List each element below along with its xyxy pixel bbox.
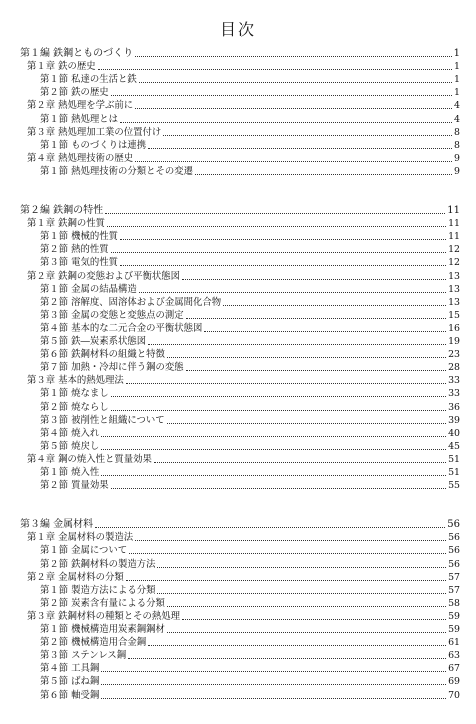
toc-section-entry xyxy=(40,255,460,268)
toc-entry-label: 第５節 ばね鋼 xyxy=(40,676,100,688)
toc-entry-page-number: 4 xyxy=(454,113,460,125)
toc-entry-page-number: 57 xyxy=(448,584,460,596)
toc-entry-label: 第４節 工具鋼 xyxy=(40,663,100,675)
dot-leader xyxy=(101,435,446,437)
toc-entry-page-number: 9 xyxy=(454,165,460,177)
dot-leader xyxy=(111,395,446,397)
toc-section-entry xyxy=(40,557,460,570)
toc-entry-label: 第５節 焼戻し xyxy=(40,440,100,452)
dot-leader xyxy=(223,304,446,306)
toc-section-entry xyxy=(40,688,460,701)
toc-entry-label: 第６節 鉄鋼材料の組織と特徴 xyxy=(40,349,165,361)
toc-entry-page-number: 61 xyxy=(448,637,460,649)
toc-entry-label: 第４章 熱処理技術の歴史 xyxy=(27,152,134,164)
toc-section-entry xyxy=(40,661,460,674)
toc-entry-page-number: 1 xyxy=(454,74,460,86)
toc-chapter-entry xyxy=(27,151,460,164)
toc-entry-page-number: 70 xyxy=(448,689,460,701)
toc-entry-label: 第７節 加熱・冷却に伴う鋼の変態 xyxy=(40,362,184,374)
toc-entry-page-number: 4 xyxy=(454,100,460,112)
toc-section-entry xyxy=(40,583,460,596)
toc-entry-label: 第１節 焼入性 xyxy=(40,467,100,478)
toc-entry-label: 第３章 熱処理加工業の位置付け xyxy=(27,126,162,138)
toc-entry-label: 第３節 被削性と組織について xyxy=(40,414,165,426)
toc-entry-page-number: 9 xyxy=(454,152,460,164)
toc-entry-page-number: 12 xyxy=(448,244,460,256)
dot-leader xyxy=(105,212,445,214)
toc-entry-page-number: 63 xyxy=(448,650,460,662)
dot-leader xyxy=(101,670,446,672)
dot-leader xyxy=(111,94,452,96)
toc-entry-label: 第４節 焼入れ xyxy=(40,427,100,439)
dot-leader xyxy=(157,566,446,568)
toc-entry-page-number: 45 xyxy=(448,440,460,452)
toc-entry-label: 第１節 金属について xyxy=(40,545,128,557)
dot-leader xyxy=(126,579,446,581)
toc-section-entry xyxy=(40,360,460,373)
toc-entry-page-number: 56 xyxy=(448,532,460,544)
toc-entry-page-number: 36 xyxy=(448,401,460,413)
toc-entry-label: 第３編 金属材料 xyxy=(20,519,94,531)
toc-entry-page-number: 13 xyxy=(448,270,460,282)
dot-leader xyxy=(154,461,446,463)
toc-entry-label: 第２章 金属材料の分類 xyxy=(27,571,124,583)
toc-section-entry xyxy=(40,674,460,687)
toc-entry-page-number: 57 xyxy=(448,571,460,583)
dot-leader xyxy=(129,552,446,554)
toc-section-entry xyxy=(40,321,460,334)
toc-entry-page-number: 19 xyxy=(448,336,460,347)
toc-entry-page-number: 51 xyxy=(448,467,460,478)
toc-entry-label: 第２節 質量効果 xyxy=(40,480,109,492)
toc-entry-label: 第３節 金属の変態と変態点の測定 xyxy=(40,309,184,321)
toc-entry-label: 第２節 焼ならし xyxy=(40,401,109,413)
dot-leader xyxy=(167,422,446,424)
toc-section-entry xyxy=(40,635,460,648)
toc-section-entry xyxy=(40,242,460,255)
toc-chapter-entry xyxy=(27,125,460,138)
toc-chapter-entry xyxy=(27,216,460,229)
dot-leader xyxy=(111,251,446,253)
dot-leader xyxy=(139,81,452,83)
dot-leader xyxy=(135,55,451,57)
toc-section-entry xyxy=(40,85,460,98)
toc-entry-label: 第１章 鉄の歴史 xyxy=(27,61,96,73)
dot-leader xyxy=(135,539,446,541)
toc-part-entry xyxy=(20,203,460,216)
toc-entry-label: 第１節 機械的性質 xyxy=(40,231,118,243)
dot-leader xyxy=(111,487,446,489)
toc-part-entry xyxy=(20,517,460,530)
toc-chapter-entry xyxy=(27,59,460,72)
toc-entry-label: 第３節 ステンレス鋼 xyxy=(40,650,127,662)
toc-entry-page-number: 8 xyxy=(454,126,460,138)
toc-section-entry xyxy=(40,308,460,321)
toc-entry-page-number: 56 xyxy=(448,545,460,557)
dot-leader xyxy=(95,526,445,528)
toc-entry-page-number: 11 xyxy=(448,218,460,230)
toc-entry-label: 第２節 熱的性質 xyxy=(40,244,109,256)
dot-leader xyxy=(126,382,446,384)
toc-entry-label: 第３章 鉄鋼材料の種類とその熱処理 xyxy=(27,610,180,622)
dot-leader xyxy=(182,618,446,620)
toc-section-entry xyxy=(40,465,460,478)
toc-section-entry xyxy=(40,439,460,452)
toc-entry-page-number: 1 xyxy=(454,61,460,73)
toc-entry-label: 第１節 金属の結晶構造 xyxy=(40,283,137,295)
dot-leader xyxy=(128,657,446,659)
toc-section-entry xyxy=(40,164,460,177)
dot-leader xyxy=(120,238,446,240)
toc-entry-page-number: 39 xyxy=(448,414,460,426)
dot-leader xyxy=(135,160,452,162)
dot-leader xyxy=(101,683,446,685)
toc-entry-label: 第２章 鉄鋼の変態および平衡状態図 xyxy=(27,270,180,282)
toc-entry-page-number: 16 xyxy=(448,322,460,334)
toc-entry-page-number: 11 xyxy=(447,205,460,216)
toc-entry-page-number: 40 xyxy=(448,427,460,439)
toc-entry-label: 第２節 機械構造用合金鋼 xyxy=(40,637,147,649)
toc-entry-page-number: 13 xyxy=(448,296,460,308)
toc-entry-label: 第１節 製造方法による分類 xyxy=(40,584,156,596)
dot-leader xyxy=(186,369,446,371)
toc-entry-label: 第２節 炭素含有量による分類 xyxy=(40,597,165,609)
toc-entry-page-number: 56 xyxy=(448,558,460,570)
toc-entry-page-number: 33 xyxy=(448,388,460,400)
dot-leader xyxy=(204,330,446,332)
dot-leader xyxy=(186,317,446,319)
toc-chapter-entry xyxy=(27,373,460,386)
toc-entry-page-number: 56 xyxy=(447,519,460,531)
toc-entry-label: 第１節 ものづくりは連携 xyxy=(40,139,147,151)
toc-entry-page-number: 59 xyxy=(448,624,460,635)
toc-entry-label: 第２編 鉄鋼の特性 xyxy=(20,205,104,216)
page-title: 目次 xyxy=(219,20,256,39)
toc-entry-page-number: 28 xyxy=(448,362,460,374)
toc-entry-label: 第３節 電気的性質 xyxy=(40,257,118,269)
toc-entry-label: 第５節 鉄―炭素系状態図 xyxy=(40,336,147,347)
toc-entry-page-number: 1 xyxy=(454,87,460,99)
dot-leader xyxy=(107,225,446,227)
toc-chapter-entry xyxy=(27,98,460,111)
toc-entry-label: 第２節 溶解度、固溶体および金属間化合物 xyxy=(40,296,222,308)
toc-section-entry xyxy=(40,229,460,242)
toc-chapter-entry xyxy=(27,530,460,543)
toc-entry-label: 第１編 鉄鋼とものづくり xyxy=(20,48,134,59)
toc-entry-page-number: 15 xyxy=(448,309,460,321)
toc-section-entry xyxy=(40,400,460,413)
toc-section-entry xyxy=(40,413,460,426)
toc-entry-label: 第４節 基本的な二元合金の平衡状態図 xyxy=(40,322,203,334)
toc-entry-page-number: 67 xyxy=(448,663,460,675)
toc-entry-label: 第１章 金属材料の製造法 xyxy=(27,532,134,544)
dot-leader xyxy=(120,264,446,266)
toc-section-entry xyxy=(40,386,460,399)
toc-section-entry xyxy=(40,282,460,295)
toc-entry-label: 第６節 軸受鋼 xyxy=(40,689,100,701)
toc-entry-page-number: 8 xyxy=(454,139,460,151)
toc-part-entry xyxy=(20,46,460,59)
toc-entry-label: 第１節 私達の生活と鉄 xyxy=(40,74,137,86)
dot-leader xyxy=(167,631,446,633)
toc-entry-page-number: 11 xyxy=(448,231,460,243)
toc-section-entry xyxy=(40,72,460,85)
toc-entry-page-number: 13 xyxy=(448,283,460,295)
dot-leader xyxy=(101,697,446,699)
toc-entry-page-number: 51 xyxy=(448,453,460,465)
toc-entry-page-number: 55 xyxy=(448,480,460,492)
toc-section-entry xyxy=(40,622,460,635)
toc-entry-page-number: 59 xyxy=(448,610,460,622)
toc-entry-label: 第２節 鉄の歴史 xyxy=(40,87,109,99)
toc-section-entry xyxy=(40,596,460,609)
toc-entry-page-number: 12 xyxy=(448,257,460,269)
toc-section-entry xyxy=(40,426,460,439)
toc-entry-page-number: 33 xyxy=(448,375,460,387)
toc-entry-label: 第１節 熱処理技術の分類とその変遷 xyxy=(40,165,193,177)
toc-entry-label: 第２節 鉄鋼材料の製造方法 xyxy=(40,558,156,570)
toc-entry-label: 第１節 焼なまし xyxy=(40,388,109,400)
toc-section-entry xyxy=(40,543,460,556)
toc-entry-page-number: 69 xyxy=(448,676,460,688)
toc-section-entry xyxy=(40,112,460,125)
toc-chapter-entry xyxy=(27,269,460,282)
toc-entry-label: 第２章 熱処理を学ぶ前に xyxy=(27,100,134,112)
dot-leader xyxy=(167,605,446,607)
dot-leader xyxy=(148,644,446,646)
dot-leader xyxy=(98,68,452,70)
toc-chapter-entry xyxy=(27,452,460,465)
toc-entry-label: 第３章 基本的熱処理法 xyxy=(27,375,124,387)
dot-leader xyxy=(139,291,446,293)
toc-section-entry xyxy=(40,295,460,308)
toc-section-entry xyxy=(40,334,460,347)
toc-section-entry xyxy=(40,478,460,491)
toc-section-entry xyxy=(40,138,460,151)
dot-leader xyxy=(182,278,446,280)
toc-chapter-entry xyxy=(27,609,460,622)
dot-leader xyxy=(101,474,446,476)
dot-leader xyxy=(148,147,452,149)
dot-leader xyxy=(195,173,452,175)
dot-leader xyxy=(101,448,446,450)
dot-leader xyxy=(120,121,452,123)
toc-entry-page-number: 1 xyxy=(453,48,460,59)
toc-entry-label: 第１章 鉄鋼の性質 xyxy=(27,218,105,230)
dot-leader xyxy=(167,356,446,358)
toc-section-entry xyxy=(40,347,460,360)
dot-leader xyxy=(148,343,446,345)
dot-leader xyxy=(135,107,452,109)
toc-entry-page-number: 58 xyxy=(448,597,460,609)
toc-entry-page-number: 23 xyxy=(448,349,460,361)
dot-leader xyxy=(157,592,446,594)
toc-entry-label: 第４章 鋼の焼入性と質量効果 xyxy=(27,453,152,465)
dot-leader xyxy=(163,134,452,136)
toc-entry-label: 第１節 熱処理とは xyxy=(40,113,118,125)
toc-chapter-entry xyxy=(27,570,460,583)
toc-entry-label: 第１節 機械構造用炭素鋼鋼材 xyxy=(40,624,165,635)
dot-leader xyxy=(111,409,446,411)
toc-section-entry xyxy=(40,648,460,661)
